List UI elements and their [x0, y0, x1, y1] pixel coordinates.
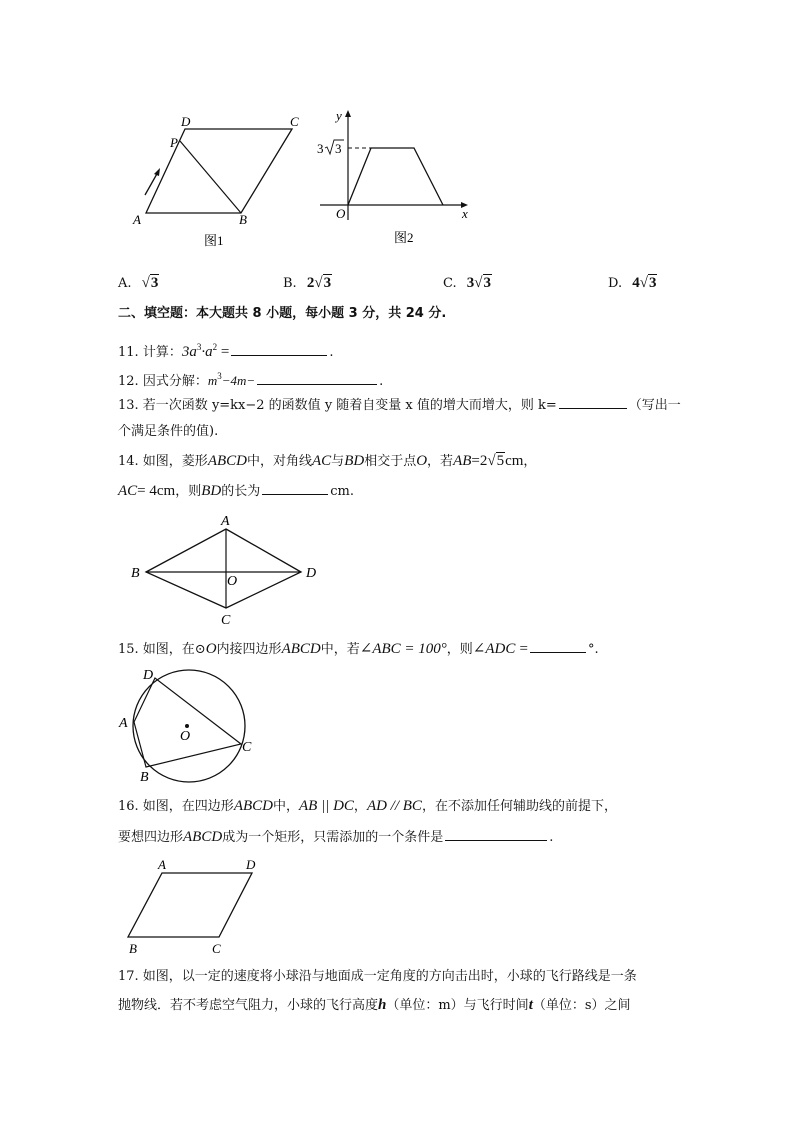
q15-text-a: 15. 如图，在⊙ [118, 642, 206, 657]
q15-text-b: 内接四边形 [216, 642, 282, 657]
q14-ac-2: AC [118, 483, 138, 499]
q14-abcd: ABCD [207, 453, 247, 469]
fig2-ytick-number: 3 [317, 141, 324, 156]
q12-prefix: 因式分解： [142, 374, 208, 389]
q14-label-o: O [227, 574, 238, 589]
question-15 [118, 640, 599, 659]
q14-text-f: ，则 [175, 484, 202, 499]
q14-bd: BD [344, 453, 365, 469]
figure-q15-circle [112, 664, 262, 786]
q17-t: t [528, 997, 533, 1013]
q11-exp-1: 3 [196, 342, 202, 352]
q14-ab-radicand: 5 [496, 453, 505, 469]
q14-label-c: C [221, 613, 231, 628]
q15-answer-blank[interactable] [530, 640, 586, 653]
figure-q14-rhombus [126, 512, 326, 630]
q15-o: O [205, 641, 217, 657]
option-c-coef: 3 [466, 275, 475, 291]
fig1-segment-pb [180, 141, 241, 213]
question-17-line-1: 17. 如图，以一定的速度将小球沿与地面成一定角度的方向击出时，小球的飞行路线是一条 [118, 969, 637, 984]
q14-ac: AC [312, 453, 332, 469]
q16-ab-dc: AB || DC [299, 798, 354, 814]
fig2-label-x: x [462, 206, 468, 221]
option-d-radicand: 3 [648, 275, 657, 291]
q14-label-d: D [306, 566, 317, 581]
fig1-label-c: C [290, 114, 299, 129]
question-12 [118, 367, 383, 391]
section-heading: 二、填空题：本大题共 8 小题，每小题 3 分，共 24 分. [118, 306, 447, 321]
q14-ab-unit: cm [505, 453, 524, 469]
figure-1 [128, 112, 308, 252]
q16-text-f: 成为一个矩形，只需添加的一个条件是 [222, 830, 444, 845]
question-16-line-2 [118, 828, 553, 847]
q11-eq: = [220, 344, 230, 360]
q11-term-b: ·a [201, 344, 213, 360]
q16-answer-blank[interactable] [445, 828, 547, 841]
q16-label-a: A [158, 857, 166, 872]
question-13-line-1 [118, 396, 681, 415]
q15-text-d: ，则 [446, 642, 473, 657]
q14-label-a: A [221, 514, 230, 529]
q12-answer-blank[interactable] [257, 372, 377, 385]
option-b-letter: B. [283, 276, 297, 291]
question-11 [118, 338, 333, 362]
q11-prefix: 计算： [142, 345, 182, 360]
fig2-label-origin: O [336, 206, 346, 221]
q14-text-d: 相交于点 [364, 454, 417, 469]
fig2-graph-line [348, 148, 443, 205]
fig1-label-b: B [239, 212, 247, 227]
q14-ab: AB [453, 453, 472, 469]
q15-center-dot [185, 724, 189, 728]
question-13-line-2: 个满足条件的值). [118, 424, 219, 439]
fig2-label-y: y [336, 108, 342, 123]
q11-term-a: 3a [181, 344, 197, 360]
fig1-caption: 图1 [204, 233, 224, 248]
q12-exp: 3 [217, 371, 222, 381]
q14-label-b: B [131, 566, 140, 581]
fig2-y-arrow [345, 110, 351, 117]
q15-text-c: 中，若 [320, 642, 360, 657]
q15-label-o: O [180, 729, 191, 744]
option-c-radicand: 3 [483, 275, 491, 291]
q13-answer-blank[interactable] [559, 396, 627, 409]
question-14-line-2 [118, 482, 354, 501]
q17-text-a: 抛物线．若不考虑空气阻力，小球的飞行高度 [118, 998, 379, 1013]
q16-abcd-2: ABCD [183, 829, 223, 845]
q15-abc: ∠ABC = 100° [359, 641, 447, 657]
q12-number: 12. [118, 374, 139, 389]
q14-text-e: ，若 [427, 454, 454, 469]
q14-text-b: 中，对角线 [246, 454, 312, 469]
q16-label-d: D [246, 857, 256, 872]
q15-label-a: A [119, 716, 128, 731]
q16-text-b: 中， [272, 799, 299, 814]
figure-q16-parallelogram [122, 855, 272, 960]
figure-2 [312, 108, 482, 248]
q16-text-c: ， [353, 799, 367, 814]
question-14-line-1: 14. 如图，菱形ABCD中，对角线AC与BD相交于点O，若AB=2√5cm， [118, 453, 537, 469]
q14-text-end: cm. [330, 484, 354, 499]
option-a[interactable]: A. √3 [118, 275, 159, 291]
q15-abcd: ABCD [281, 641, 321, 657]
q16-end: . [549, 830, 554, 845]
q17-h: h [378, 997, 387, 1013]
q17-text-c: （单位：s）之间 [532, 998, 631, 1013]
q14-answer-blank[interactable] [262, 482, 328, 495]
q14-ab-val: =2 [471, 453, 488, 469]
q12-rest: −4m− [221, 373, 256, 388]
q15-end: °. [587, 642, 599, 657]
fig1-parallelogram [146, 129, 292, 213]
q17-text-b: （单位：m）与飞行时间 [386, 998, 529, 1013]
option-b-radicand: 3 [323, 275, 332, 291]
option-d[interactable]: D. 4√3 [608, 275, 657, 291]
q14-text-a: 14. 如图，菱形 [118, 454, 208, 469]
q15-eq: = [519, 641, 528, 657]
q14-o: O [416, 453, 428, 469]
option-d-letter: D. [608, 276, 623, 291]
fig1-arrowhead [154, 168, 160, 176]
option-c-letter: C. [443, 276, 457, 291]
q14-bd-2: BD [201, 483, 222, 499]
q15-adc: ∠ADC [472, 641, 516, 657]
q16-text-a: 16. 如图，在四边形 [118, 799, 234, 814]
q12-term-m: m [207, 373, 218, 388]
q15-label-d: D [143, 668, 154, 683]
fig2-ytick-radicand: 3 [335, 141, 342, 156]
q14-text-g: 的长为 [221, 484, 261, 499]
q13-text: 13. 若一次函数 y=kx−2 的函数值 y 随着自变量 x 值的增大而增大，则 k= [118, 398, 557, 413]
q14-ac-val: = 4cm [137, 483, 176, 499]
question-17-line-2 [118, 996, 631, 1015]
q15-label-c: C [242, 740, 252, 755]
q11-exp-2: 2 [212, 342, 218, 352]
q14-rhombus-outline [146, 529, 301, 608]
q11-number: 11. [118, 345, 139, 360]
q16-abcd: ABCD [233, 798, 273, 814]
option-b-coef: 2 [306, 275, 315, 291]
option-d-coef: 4 [632, 275, 640, 291]
option-b[interactable]: B. 2√3 [283, 275, 332, 291]
fig1-label-a: A [133, 212, 141, 227]
q11-answer-blank[interactable] [231, 343, 327, 356]
option-a-radicand: 3 [150, 275, 159, 291]
q16-label-b: B [129, 941, 137, 956]
option-c[interactable]: C. 3√3 [443, 275, 491, 291]
q16-parallelogram [128, 873, 252, 937]
q15-label-b: B [140, 770, 149, 785]
q12-end: . [379, 374, 384, 389]
option-a-letter: A. [118, 276, 132, 291]
q14-text-c: 与 [331, 454, 345, 469]
q16-text-d: ，在不添加任何辅助线的前提下， [421, 799, 617, 814]
q11-end: . [329, 345, 334, 360]
q16-text-e: 要想四边形 [118, 830, 184, 845]
q15-quadrilateral [134, 678, 241, 767]
q16-ad-bc: AD // BC [366, 798, 422, 814]
fig2-caption: 图2 [394, 230, 414, 245]
fig1-label-d: D [181, 114, 191, 129]
q16-label-c: C [212, 941, 221, 956]
fig1-label-p: P [170, 135, 178, 150]
question-16-line-1 [118, 797, 617, 816]
q13-text-end: （写出一 [628, 398, 681, 413]
